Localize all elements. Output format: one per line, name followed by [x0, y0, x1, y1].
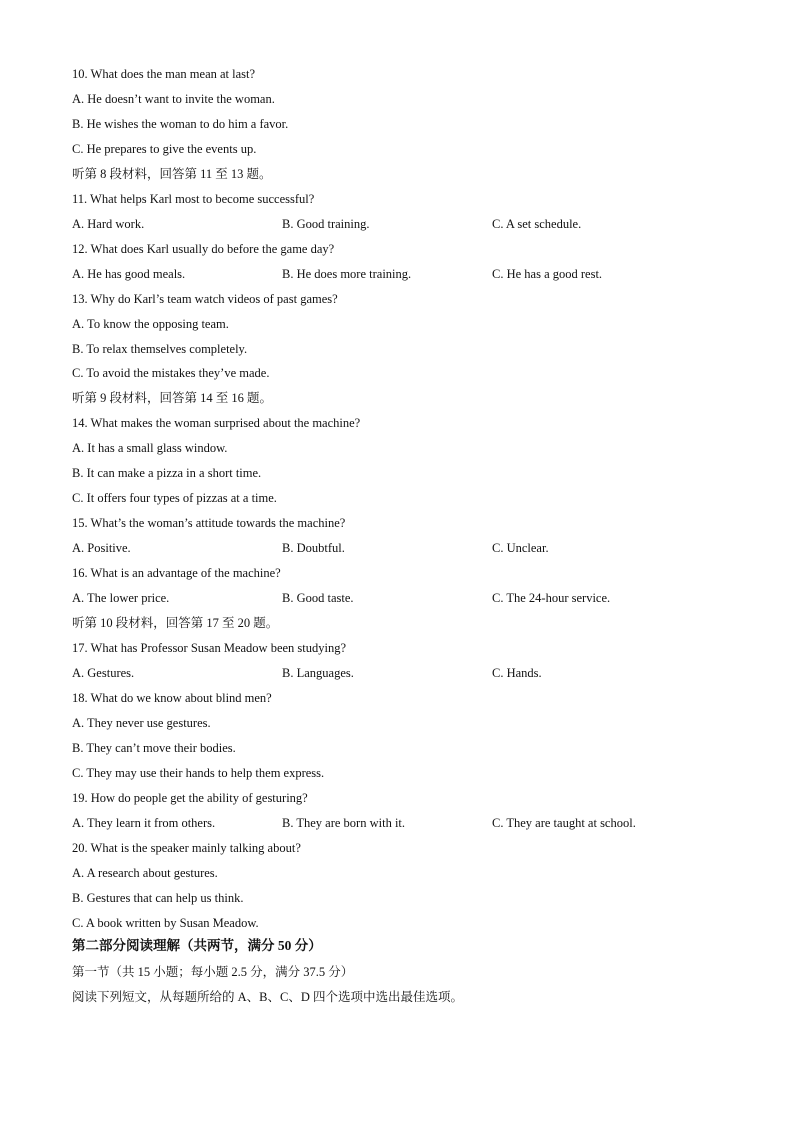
question-16-option-a: A. The lower price.: [72, 591, 170, 605]
question-14-stem: 14. What makes the woman surprised about the machine?: [72, 416, 361, 430]
question-20-stem: 20. What is the speaker mainly talking about?: [72, 841, 301, 855]
question-19-option-c: C. They are taught at school.: [492, 816, 636, 830]
part-2-heading: 第二部分阅读理解（共两节，满分 50 分）: [72, 938, 322, 953]
question-14-option-a: A. It has a small glass window.: [72, 441, 228, 455]
question-15-stem: 15. What’s the woman’s attitude towards the machine?: [72, 516, 346, 530]
question-20-option-a: A. A research about gestures.: [72, 866, 218, 880]
question-13-stem: 13. Why do Karl’s team watch videos of past games?: [72, 292, 338, 306]
question-19-option-a: A. They learn it from others.: [72, 816, 216, 830]
question-14-option-b: B. It can make a pizza in a short time.: [72, 466, 262, 480]
question-11-option-a: A. Hard work.: [72, 217, 145, 231]
question-10-option-b: B. He wishes the woman to do him a favor.: [72, 117, 289, 131]
question-12-option-b: B. He does more training.: [282, 267, 412, 281]
part-2-section-1-heading: 第一节（共 15 小题；每小题 2.5 分，满分 37.5 分）: [72, 965, 354, 979]
question-10-option-c: C. He prepares to give the events up.: [72, 142, 257, 156]
part-2-instruction: 阅读下列短文，从每题所给的 A、B、C、D 四个选项中选出最佳选项。: [72, 990, 463, 1004]
question-20-option-b: B. Gestures that can help us think.: [72, 891, 244, 905]
question-11-option-c: C. A set schedule.: [492, 217, 582, 231]
question-18-option-c: C. They may use their hands to help them express.: [72, 766, 325, 780]
question-18-option-b: B. They can’t move their bodies.: [72, 741, 236, 755]
section-9-instruction: 听第 9 段材料，回答第 14 至 16 题。: [72, 391, 273, 405]
question-15-option-c: C. Unclear.: [492, 541, 549, 555]
question-12-option-c: C. He has a good rest.: [492, 267, 603, 281]
question-10-option-a: A. He doesn’t want to invite the woman.: [72, 92, 275, 106]
question-17-stem: 17. What has Professor Susan Meadow been studying?: [72, 641, 347, 655]
question-10-stem: 10. What does the man mean at last?: [72, 67, 256, 81]
question-18-stem: 18. What do we know about blind men?: [72, 691, 272, 705]
question-13-option-a: A. To know the opposing team.: [72, 317, 229, 331]
question-16-stem: 16. What is an advantage of the machine?: [72, 566, 281, 580]
question-16-option-c: C. The 24-hour service.: [492, 591, 611, 605]
question-12-option-a: A. He has good meals.: [72, 267, 186, 281]
question-15-option-a: A. Positive.: [72, 541, 131, 555]
question-18-option-a: A. They never use gestures.: [72, 716, 211, 730]
section-8-instruction: 听第 8 段材料，回答第 11 至 13 题。: [72, 167, 272, 181]
question-13-option-b: B. To relax themselves completely.: [72, 342, 248, 356]
question-13-option-c: C. To avoid the mistakes they’ve made.: [72, 366, 270, 380]
question-19-stem: 19. How do people get the ability of gesturing?: [72, 791, 308, 805]
question-17-option-c: C. Hands.: [492, 666, 542, 680]
question-16-option-b: B. Good taste.: [282, 591, 354, 605]
question-20-option-c: C. A book written by Susan Meadow.: [72, 916, 259, 930]
question-11-stem: 11. What helps Karl most to become successful?: [72, 192, 315, 206]
question-17-option-a: A. Gestures.: [72, 666, 135, 680]
section-10-instruction: 听第 10 段材料，回答第 17 至 20 题。: [72, 616, 279, 630]
question-14-option-c: C. It offers four types of pizzas at a time.: [72, 491, 277, 505]
question-17-option-b: B. Languages.: [282, 666, 354, 680]
question-11-option-b: B. Good training.: [282, 217, 370, 231]
question-15-option-b: B. Doubtful.: [282, 541, 345, 555]
question-19-option-b: B. They are born with it.: [282, 816, 406, 830]
question-12-stem: 12. What does Karl usually do before the game day?: [72, 242, 335, 256]
